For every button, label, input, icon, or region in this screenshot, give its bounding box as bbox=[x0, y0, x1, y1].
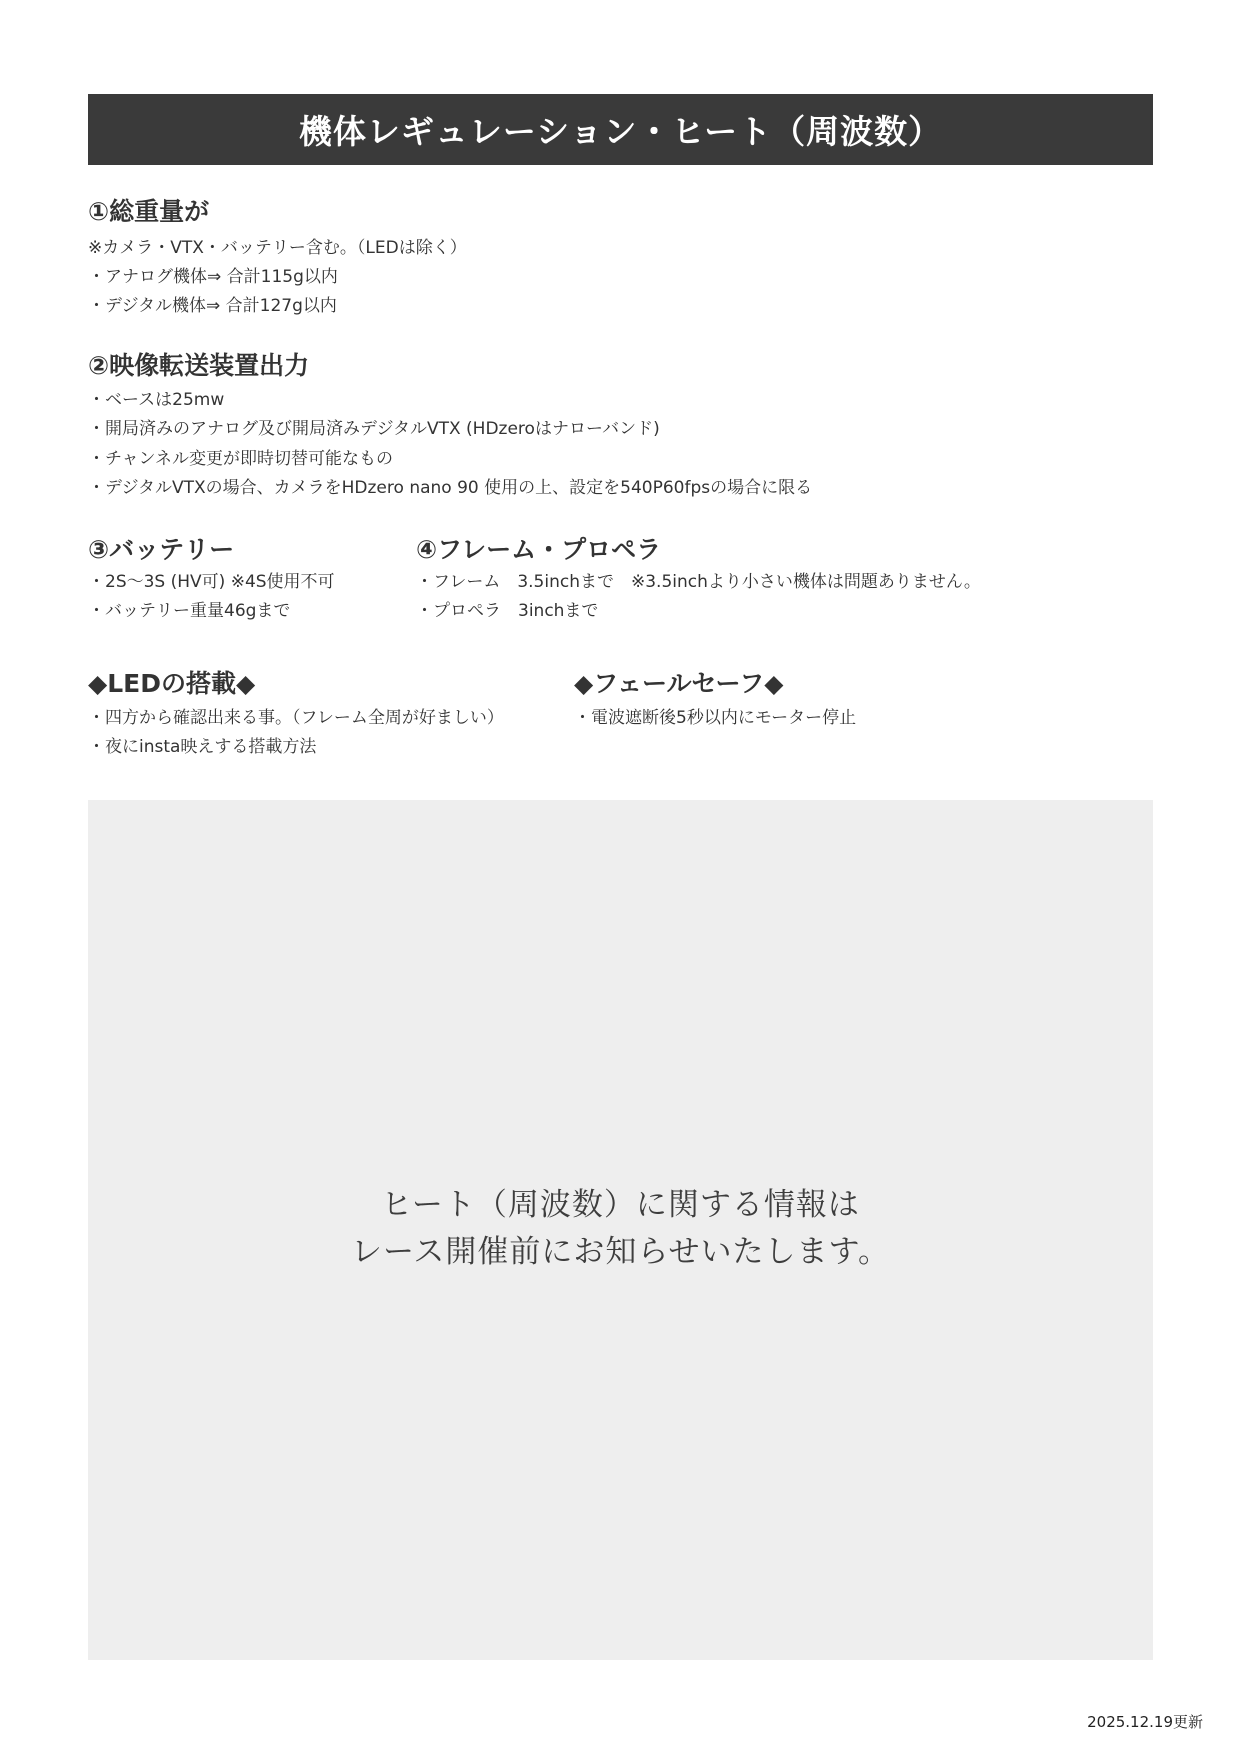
weight-line: ・デジタル機体⇒ 合計127g以内 bbox=[88, 296, 337, 316]
page-title: 機体レギュレーション・ヒート（周波数） bbox=[298, 112, 943, 151]
vtx-line: ・ベースは25mw bbox=[88, 390, 225, 410]
led-line: ・夜にinsta映えする搭載方法 bbox=[88, 737, 317, 757]
updated-date: 2025.12.19更新 bbox=[1087, 1713, 1203, 1731]
heat-notice-box bbox=[88, 800, 1153, 1660]
battery-line: ・バッテリー重量46gまで bbox=[88, 601, 291, 621]
vtx-heading: ②映像転送装置出力 bbox=[88, 351, 310, 380]
weight-line: ※カメラ・VTX・バッテリー含む。（LEDは除く） bbox=[88, 238, 467, 258]
battery-heading: ③バッテリー bbox=[88, 535, 235, 564]
battery-line: ・2S〜3S (HV可) ※4S使用不可 bbox=[88, 572, 335, 592]
frame-line: ・フレーム 3.5inchまで ※3.5inchより小さい機体は問題ありません。 bbox=[416, 572, 981, 592]
heat-notice-line-2: レース開催前にお知らせいたします。 bbox=[350, 1234, 891, 1270]
weight-line: ・アナログ機体⇒ 合計115g以内 bbox=[88, 267, 338, 287]
failsafe-line: ・電波遮断後5秒以内にモーター停止 bbox=[574, 708, 857, 728]
led-heading: ◆LEDの搭載◆ bbox=[88, 669, 256, 698]
vtx-line: ・チャンネル変更が即時切替可能なもの bbox=[88, 449, 393, 469]
vtx-line: ・デジタルVTXの場合、カメラをHDzero nano 90 使用の上、設定を540P60fpsの場合に限る bbox=[88, 478, 813, 498]
weight-heading: ①総重量が bbox=[88, 197, 210, 226]
title-bar bbox=[88, 94, 1153, 165]
frame-line: ・プロペラ 3inchまで bbox=[416, 601, 599, 621]
vtx-line: ・開局済みのアナログ及び開局済みデジタルVTX (HDzeroはナローバンド) bbox=[88, 419, 660, 439]
frame-heading: ④フレーム・プロペラ bbox=[416, 535, 662, 564]
failsafe-heading: ◆フェールセーフ◆ bbox=[574, 669, 784, 698]
heat-notice-line-1: ヒート（周波数）に関する情報は bbox=[381, 1187, 860, 1223]
led-line: ・四方から確認出来る事。（フレーム全周が好ましい） bbox=[88, 708, 504, 728]
